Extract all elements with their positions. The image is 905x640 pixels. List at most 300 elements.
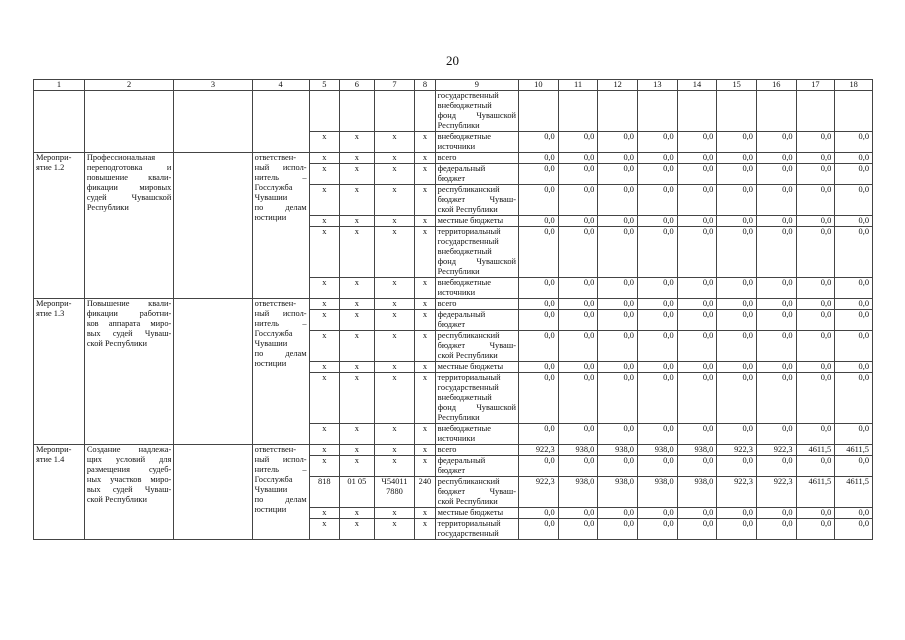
code-c7: x — [374, 153, 415, 164]
value-col-17: 0,0 — [796, 299, 835, 310]
continued-col-3 — [174, 91, 252, 153]
code-c6: x — [340, 424, 375, 445]
value-col-13: 0,0 — [637, 310, 677, 331]
value-col-12: 0,0 — [598, 216, 638, 227]
code-c7: x — [374, 216, 415, 227]
value-col-12: 0,0 — [598, 331, 638, 362]
value-col-15: 0,0 — [717, 132, 757, 153]
code-c6: x — [340, 185, 375, 216]
code-c7: x — [374, 456, 415, 477]
funding-source: местные бюджеты — [435, 508, 518, 519]
value-col-14: 0,0 — [677, 185, 717, 216]
value-col-11: 0,0 — [558, 299, 598, 310]
funding-source: федеральный бюджет — [435, 456, 518, 477]
header-col-6: 6 — [340, 80, 375, 91]
value-col-17: 0,0 — [796, 331, 835, 362]
code-c8: x — [415, 216, 435, 227]
value-col-10: 0,0 — [519, 424, 559, 445]
code-c6: x — [340, 373, 375, 424]
value-col-11: 0,0 — [558, 519, 598, 540]
funding-source: федеральный бюджет — [435, 164, 518, 185]
value-col-16: 0,0 — [756, 362, 796, 373]
value-col-17: 0,0 — [796, 153, 835, 164]
value-col-15 — [717, 91, 757, 132]
code-c6: x — [340, 508, 375, 519]
value-col-11: 0,0 — [558, 331, 598, 362]
value-col-15: 0,0 — [717, 153, 757, 164]
header-col-17: 17 — [796, 80, 835, 91]
value-col-16: 0,0 — [756, 185, 796, 216]
value-col-14: 0,0 — [677, 519, 717, 540]
value-col-16: 0,0 — [756, 164, 796, 185]
header-col-4: 4 — [252, 80, 309, 91]
value-col-15: 0,0 — [717, 278, 757, 299]
funding-source: всего — [435, 299, 518, 310]
code-c8: 240 — [415, 477, 435, 508]
code-c6: x — [340, 362, 375, 373]
code-c6: x — [340, 132, 375, 153]
code-c5: x — [309, 424, 340, 445]
code-c6: x — [340, 164, 375, 185]
measure-title: Меропри- ятие 1.4 — [34, 445, 85, 540]
value-col-13: 0,0 — [637, 216, 677, 227]
code-c6: x — [340, 331, 375, 362]
value-col-12: 0,0 — [598, 456, 638, 477]
value-col-14: 0,0 — [677, 164, 717, 185]
funding-source: всего — [435, 445, 518, 456]
value-col-10: 0,0 — [519, 331, 559, 362]
code-c5: x — [309, 331, 340, 362]
funding-source: республиканский бюджет Чуваш- ской Республики — [435, 477, 518, 508]
header-col-11: 11 — [558, 80, 598, 91]
code-c7: x — [374, 373, 415, 424]
value-col-14: 0,0 — [677, 373, 717, 424]
code-c8: x — [415, 153, 435, 164]
code-c7: Ч54011 7880 — [374, 477, 415, 508]
value-col-14: 0,0 — [677, 299, 717, 310]
continued-col-1 — [34, 91, 85, 153]
value-col-18: 0,0 — [835, 331, 873, 362]
value-col-12: 0,0 — [598, 519, 638, 540]
value-col-18: 0,0 — [835, 424, 873, 445]
value-col-13: 0,0 — [637, 519, 677, 540]
header-col-10: 10 — [519, 80, 559, 91]
header-col-9: 9 — [435, 80, 518, 91]
funding-source: внебюджетные источники — [435, 424, 518, 445]
value-col-14: 0,0 — [677, 424, 717, 445]
table-row — [34, 153, 873, 164]
value-col-17: 0,0 — [796, 508, 835, 519]
funding-source: территориальный государственный внебюджетный фонд Чувашской Республики — [435, 227, 518, 278]
value-col-13: 0,0 — [637, 331, 677, 362]
measure-title: Меропри- ятие 1.2 — [34, 153, 85, 299]
value-col-15: 0,0 — [717, 424, 757, 445]
measure-description: Профессиональная переподготовка и повышение квали- фикации мировых судей Чувашской Республики — [84, 153, 173, 299]
code-c8: x — [415, 331, 435, 362]
value-col-10: 0,0 — [519, 227, 559, 278]
value-col-15: 0,0 — [717, 185, 757, 216]
value-col-13: 0,0 — [637, 185, 677, 216]
value-col-10: 0,0 — [519, 456, 559, 477]
value-col-12: 0,0 — [598, 373, 638, 424]
funding-source: местные бюджеты — [435, 362, 518, 373]
code-c8: x — [415, 424, 435, 445]
value-col-16: 0,0 — [756, 519, 796, 540]
value-col-12: 0,0 — [598, 508, 638, 519]
code-c5: x — [309, 508, 340, 519]
header-col-18: 18 — [835, 80, 873, 91]
value-col-11: 0,0 — [558, 164, 598, 185]
value-col-16: 0,0 — [756, 227, 796, 278]
value-col-13: 0,0 — [637, 164, 677, 185]
value-col-17: 4611,5 — [796, 477, 835, 508]
value-col-10: 0,0 — [519, 132, 559, 153]
value-col-12: 0,0 — [598, 362, 638, 373]
code-c8: x — [415, 299, 435, 310]
header-col-16: 16 — [756, 80, 796, 91]
code-c5: x — [309, 310, 340, 331]
value-col-17: 0,0 — [796, 362, 835, 373]
code-c7: x — [374, 185, 415, 216]
code-c5: x — [309, 216, 340, 227]
code-c7: x — [374, 331, 415, 362]
value-col-11: 0,0 — [558, 456, 598, 477]
value-col-11: 0,0 — [558, 278, 598, 299]
value-col-18: 0,0 — [835, 508, 873, 519]
value-col-11: 0,0 — [558, 132, 598, 153]
table-row — [34, 445, 873, 456]
value-col-11: 938,0 — [558, 445, 598, 456]
value-col-16: 0,0 — [756, 299, 796, 310]
value-col-13: 0,0 — [637, 278, 677, 299]
value-col-17: 0,0 — [796, 519, 835, 540]
value-col-15: 0,0 — [717, 373, 757, 424]
continued-col-2 — [84, 91, 173, 153]
code-c5: x — [309, 445, 340, 456]
funding-source: территориальный государственный — [435, 519, 518, 540]
value-col-15: 0,0 — [717, 216, 757, 227]
code-c7: x — [374, 227, 415, 278]
value-col-10: 922,3 — [519, 445, 559, 456]
code-c7: x — [374, 424, 415, 445]
value-col-15: 922,3 — [717, 477, 757, 508]
code-c7: x — [374, 362, 415, 373]
value-col-18: 0,0 — [835, 185, 873, 216]
code-c6: x — [340, 227, 375, 278]
code-c8: x — [415, 132, 435, 153]
value-col-17: 0,0 — [796, 278, 835, 299]
code-c5: x — [309, 153, 340, 164]
value-col-15: 0,0 — [717, 227, 757, 278]
value-col-11: 0,0 — [558, 185, 598, 216]
value-col-10: 0,0 — [519, 310, 559, 331]
value-col-16: 0,0 — [756, 424, 796, 445]
value-col-16: 0,0 — [756, 508, 796, 519]
value-col-18: 0,0 — [835, 216, 873, 227]
code-c7: x — [374, 299, 415, 310]
responsible-executor: ответствен- ный испол- нитель – Госслужба Чувашии по делам юстиции — [252, 445, 309, 540]
budget-table — [33, 79, 873, 540]
code-c7: x — [374, 278, 415, 299]
responsible-executor: ответствен- ный испол- нитель – Госслужба Чувашии по делам юстиции — [252, 153, 309, 299]
code-c8: x — [415, 185, 435, 216]
code-c6: x — [340, 456, 375, 477]
value-col-12: 0,0 — [598, 299, 638, 310]
table-row — [34, 91, 873, 132]
value-col-16: 0,0 — [756, 373, 796, 424]
value-col-16: 922,3 — [756, 445, 796, 456]
value-col-14: 0,0 — [677, 153, 717, 164]
code-c6: x — [340, 445, 375, 456]
code-c8: x — [415, 373, 435, 424]
value-col-13: 938,0 — [637, 445, 677, 456]
col-3-empty — [174, 153, 252, 299]
value-col-16 — [756, 91, 796, 132]
value-col-16: 0,0 — [756, 456, 796, 477]
header-col-8: 8 — [415, 80, 435, 91]
code-c8: x — [415, 310, 435, 331]
value-col-11: 0,0 — [558, 373, 598, 424]
value-col-10: 0,0 — [519, 164, 559, 185]
header-col-14: 14 — [677, 80, 717, 91]
code-c6: x — [340, 153, 375, 164]
funding-source: местные бюджеты — [435, 216, 518, 227]
value-col-17: 0,0 — [796, 132, 835, 153]
value-col-17: 0,0 — [796, 424, 835, 445]
funding-source: государственный внебюджетный фонд Чувашской Республики — [435, 91, 518, 132]
value-col-17: 0,0 — [796, 185, 835, 216]
value-col-11: 0,0 — [558, 362, 598, 373]
value-col-11: 0,0 — [558, 153, 598, 164]
value-col-13: 0,0 — [637, 299, 677, 310]
value-col-14: 0,0 — [677, 132, 717, 153]
value-col-18: 0,0 — [835, 278, 873, 299]
value-col-12: 0,0 — [598, 424, 638, 445]
value-col-16: 0,0 — [756, 132, 796, 153]
value-col-15: 0,0 — [717, 456, 757, 477]
code-c5: x — [309, 299, 340, 310]
funding-source: внебюджетные источники — [435, 132, 518, 153]
header-col-12: 12 — [598, 80, 638, 91]
code-c7: x — [374, 508, 415, 519]
code-c6: 01 05 — [340, 477, 375, 508]
code-c5 — [309, 91, 340, 132]
value-col-17: 0,0 — [796, 310, 835, 331]
value-col-14: 938,0 — [677, 445, 717, 456]
code-c8: x — [415, 508, 435, 519]
code-c7: x — [374, 445, 415, 456]
value-col-17: 0,0 — [796, 456, 835, 477]
funding-source: республиканский бюджет Чуваш- ской Республики — [435, 185, 518, 216]
header-col-15: 15 — [717, 80, 757, 91]
value-col-18: 0,0 — [835, 310, 873, 331]
value-col-17: 0,0 — [796, 216, 835, 227]
value-col-14: 0,0 — [677, 331, 717, 362]
funding-source: внебюджетные источники — [435, 278, 518, 299]
value-col-13: 0,0 — [637, 362, 677, 373]
continued-col-4 — [252, 91, 309, 153]
code-c6: x — [340, 299, 375, 310]
value-col-17: 0,0 — [796, 227, 835, 278]
value-col-18: 0,0 — [835, 164, 873, 185]
value-col-18: 0,0 — [835, 456, 873, 477]
funding-source: республиканский бюджет Чуваш- ской Республики — [435, 331, 518, 362]
value-col-11: 0,0 — [558, 310, 598, 331]
value-col-16: 0,0 — [756, 216, 796, 227]
value-col-13: 0,0 — [637, 373, 677, 424]
value-col-12: 0,0 — [598, 310, 638, 331]
value-col-12: 938,0 — [598, 445, 638, 456]
value-col-14 — [677, 91, 717, 132]
value-col-16: 0,0 — [756, 310, 796, 331]
value-col-13: 0,0 — [637, 508, 677, 519]
col-3-empty — [174, 445, 252, 540]
code-c8: x — [415, 278, 435, 299]
value-col-10: 0,0 — [519, 153, 559, 164]
value-col-16: 0,0 — [756, 278, 796, 299]
value-col-15: 0,0 — [717, 519, 757, 540]
code-c8: x — [415, 456, 435, 477]
value-col-11 — [558, 91, 598, 132]
header-col-2: 2 — [84, 80, 173, 91]
code-c8: x — [415, 164, 435, 185]
code-c5: x — [309, 185, 340, 216]
code-c7: x — [374, 310, 415, 331]
value-col-12: 0,0 — [598, 153, 638, 164]
value-col-18: 4611,5 — [835, 477, 873, 508]
value-col-14: 0,0 — [677, 362, 717, 373]
value-col-15: 0,0 — [717, 362, 757, 373]
code-c5: x — [309, 278, 340, 299]
funding-source: всего — [435, 153, 518, 164]
header-col-3: 3 — [174, 80, 252, 91]
code-c5: x — [309, 164, 340, 185]
value-col-12: 0,0 — [598, 164, 638, 185]
value-col-13 — [637, 91, 677, 132]
header-row — [34, 80, 873, 91]
value-col-15: 922,3 — [717, 445, 757, 456]
code-c8: x — [415, 445, 435, 456]
funding-source: территориальный государственный внебюджетный фонд Чувашской Республики — [435, 373, 518, 424]
value-col-18: 0,0 — [835, 153, 873, 164]
code-c6: x — [340, 519, 375, 540]
col-3-empty — [174, 299, 252, 445]
value-col-16: 0,0 — [756, 331, 796, 362]
header-col-1: 1 — [34, 80, 85, 91]
value-col-15: 0,0 — [717, 310, 757, 331]
value-col-11: 0,0 — [558, 216, 598, 227]
value-col-17: 0,0 — [796, 164, 835, 185]
value-col-17: 0,0 — [796, 373, 835, 424]
code-c8: x — [415, 362, 435, 373]
code-c8: x — [415, 227, 435, 278]
code-c5: 818 — [309, 477, 340, 508]
value-col-11: 0,0 — [558, 227, 598, 278]
value-col-12: 0,0 — [598, 185, 638, 216]
value-col-17: 4611,5 — [796, 445, 835, 456]
value-col-10: 0,0 — [519, 508, 559, 519]
code-c5: x — [309, 519, 340, 540]
responsible-executor: ответствен- ный испол- нитель – Госслужба Чувашии по делам юстиции — [252, 299, 309, 445]
value-col-12 — [598, 91, 638, 132]
value-col-13: 938,0 — [637, 477, 677, 508]
value-col-10 — [519, 91, 559, 132]
value-col-13: 0,0 — [637, 153, 677, 164]
value-col-15: 0,0 — [717, 508, 757, 519]
code-c7: x — [374, 164, 415, 185]
value-col-10: 0,0 — [519, 362, 559, 373]
value-col-13: 0,0 — [637, 227, 677, 278]
code-c8 — [415, 91, 435, 132]
funding-source: федеральный бюджет — [435, 310, 518, 331]
value-col-10: 0,0 — [519, 216, 559, 227]
measure-description: Создание надлежа- щих условий для размещения судеб- ных участков миро- вых судей Чуваш- ской Республики — [84, 445, 173, 540]
value-col-14: 0,0 — [677, 508, 717, 519]
value-col-13: 0,0 — [637, 132, 677, 153]
header-col-7: 7 — [374, 80, 415, 91]
value-col-10: 0,0 — [519, 299, 559, 310]
value-col-14: 0,0 — [677, 227, 717, 278]
value-col-18: 0,0 — [835, 132, 873, 153]
value-col-14: 0,0 — [677, 456, 717, 477]
code-c5: x — [309, 227, 340, 278]
code-c5: x — [309, 456, 340, 477]
value-col-15: 0,0 — [717, 331, 757, 362]
code-c5: x — [309, 132, 340, 153]
value-col-10: 0,0 — [519, 185, 559, 216]
value-col-16: 922,3 — [756, 477, 796, 508]
value-col-18: 0,0 — [835, 227, 873, 278]
value-col-12: 0,0 — [598, 132, 638, 153]
value-col-14: 938,0 — [677, 477, 717, 508]
value-col-14: 0,0 — [677, 278, 717, 299]
value-col-13: 0,0 — [637, 456, 677, 477]
code-c7: x — [374, 132, 415, 153]
value-col-12: 0,0 — [598, 278, 638, 299]
value-col-12: 0,0 — [598, 227, 638, 278]
value-col-10: 922,3 — [519, 477, 559, 508]
value-col-11: 0,0 — [558, 508, 598, 519]
value-col-18: 0,0 — [835, 373, 873, 424]
value-col-18: 0,0 — [835, 362, 873, 373]
code-c7: x — [374, 519, 415, 540]
value-col-13: 0,0 — [637, 424, 677, 445]
header-col-13: 13 — [637, 80, 677, 91]
value-col-11: 938,0 — [558, 477, 598, 508]
value-col-18: 0,0 — [835, 299, 873, 310]
code-c8: x — [415, 519, 435, 540]
value-col-18 — [835, 91, 873, 132]
value-col-16: 0,0 — [756, 153, 796, 164]
code-c5: x — [309, 362, 340, 373]
page-number: 20 — [446, 53, 459, 68]
code-c5: x — [309, 373, 340, 424]
value-col-14: 0,0 — [677, 216, 717, 227]
code-c6: x — [340, 310, 375, 331]
value-col-17 — [796, 91, 835, 132]
value-col-11: 0,0 — [558, 424, 598, 445]
code-c6: x — [340, 216, 375, 227]
value-col-18: 4611,5 — [835, 445, 873, 456]
code-c6: x — [340, 278, 375, 299]
value-col-15: 0,0 — [717, 299, 757, 310]
value-col-14: 0,0 — [677, 310, 717, 331]
value-col-10: 0,0 — [519, 373, 559, 424]
code-c7 — [374, 91, 415, 132]
table-row — [34, 299, 873, 310]
measure-description: Повышение квали- фикации работни- ков аппарата миро- вых судей Чуваш- ской Республики — [84, 299, 173, 445]
code-c6 — [340, 91, 375, 132]
